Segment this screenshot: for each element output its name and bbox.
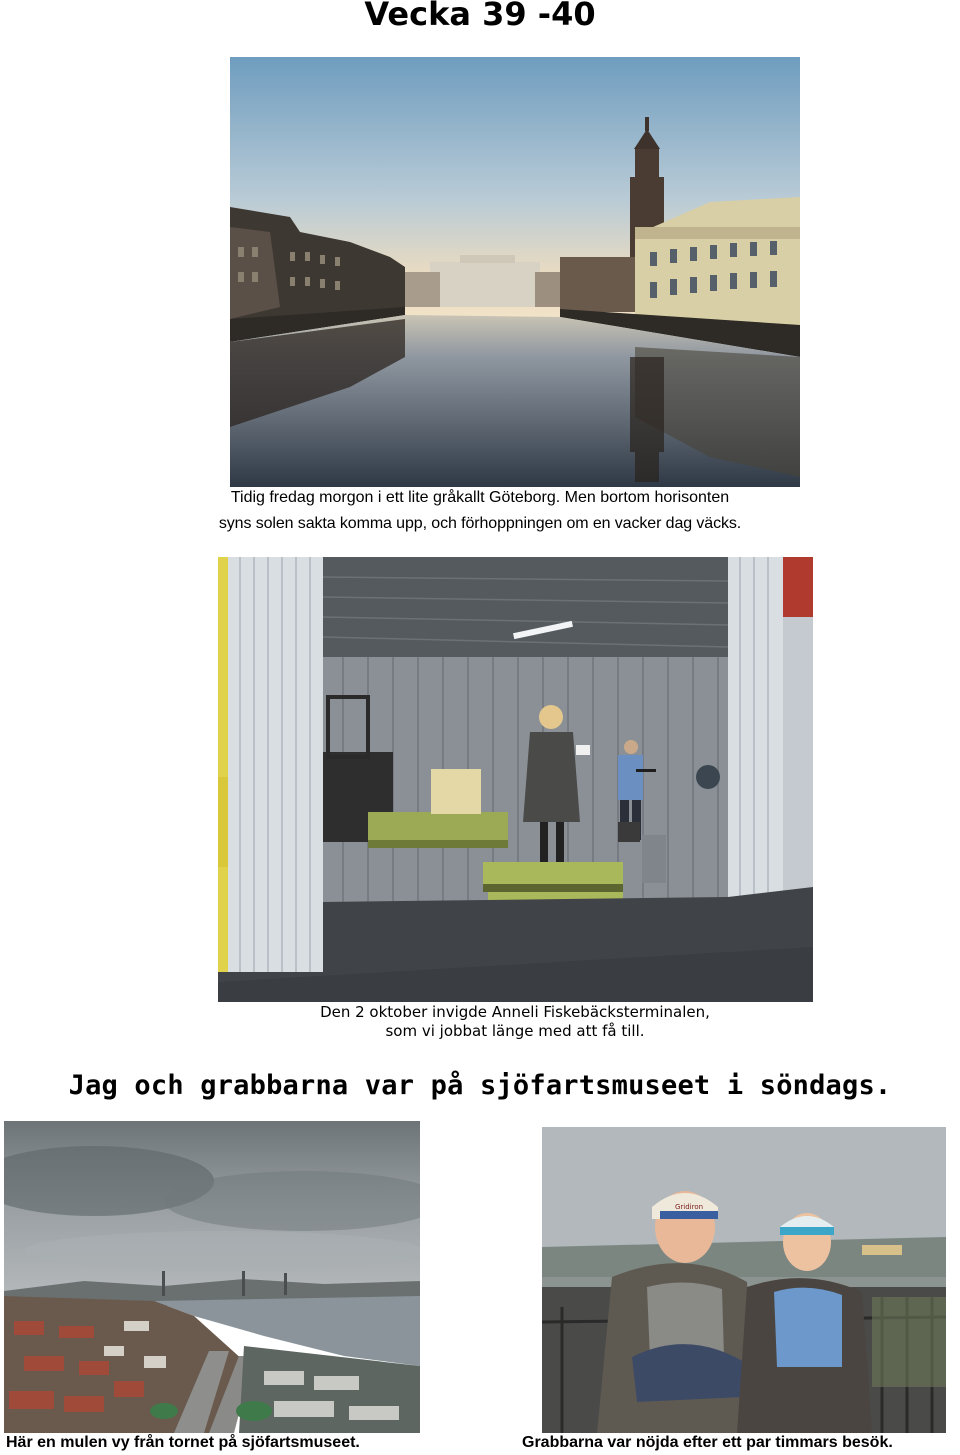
- canal-dawn-photo: [230, 57, 800, 487]
- terminal-inauguration-photo: [218, 557, 813, 1002]
- boys-photo-caption: Grabbarna var nöjda efter ett par timmars besök.: [522, 1434, 893, 1451]
- boys-photo: [542, 1127, 946, 1433]
- tower-view-image: [4, 1121, 420, 1433]
- museum-section-heading: Jag och grabbarna var på sjöfartsmuseet i söndags.: [68, 1070, 892, 1101]
- terminal-photo-caption: [200, 1003, 830, 1041]
- caption-line: syns solen sakta komma upp, och förhoppningen om en vacker dag väcks.: [218, 515, 742, 532]
- canal-dawn-image: [230, 57, 800, 487]
- page-title: Vecka 39 -40: [364, 0, 596, 33]
- canal-photo-caption: [150, 485, 810, 537]
- caption-line: Den 2 oktober invigde Anneli Fiskebäcksterminalen,: [320, 1003, 710, 1021]
- tower-view-caption: Här en mulen vy från tornet på sjöfartsmuseet.: [6, 1434, 360, 1451]
- caption-line: som vi jobbat länge med att få till.: [385, 1022, 645, 1040]
- cap-logo-text: Gridiron: [674, 1203, 704, 1211]
- boys-image: [542, 1127, 946, 1433]
- caption-line: Tidig fredag morgon i ett lite gråkallt Göteborg. Men bortom horisonten: [230, 489, 730, 506]
- terminal-inauguration-image: [218, 557, 813, 1002]
- tower-view-photo: [4, 1121, 420, 1433]
